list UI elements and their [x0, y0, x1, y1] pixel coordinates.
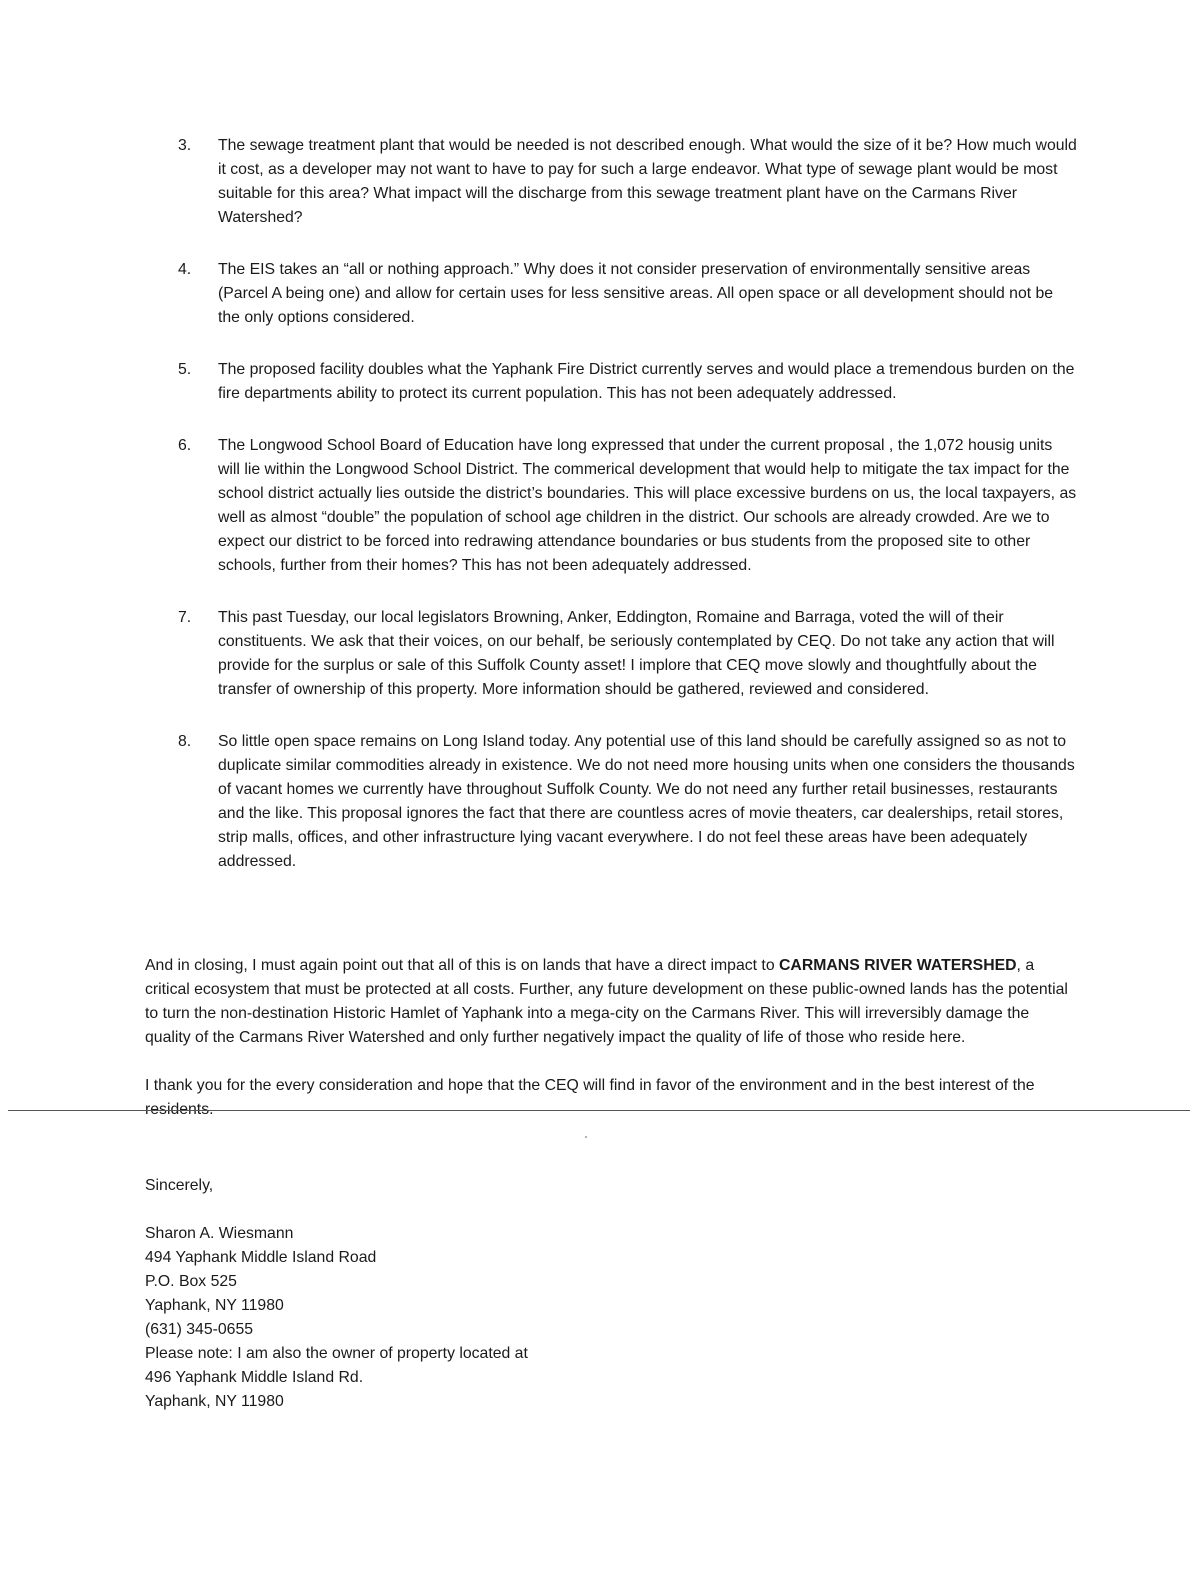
comment-item	[178, 434, 1078, 578]
closing-text-end: , a critical ecosystem that must be protected at all costs. Further, any future development on these public-owned lands has the potential to turn the non-destination Historic Hamlet of Yaphank into a mega-city on the Carmans River. This will irreversibly damage the quality of the Carmans River Watershed and only further negatively impact the quality of life of those who reside here.	[145, 957, 1068, 1046]
item-text: The proposed facility doubles what the Yaphank Fire District currently serves and would place a tremendous burden on the fire departments ability to protect its current population. This has not been adequately addressed.	[218, 361, 1075, 402]
note-city: Yaphank, NY 11980	[145, 1393, 284, 1410]
note-line: Please note: I am also the owner of property located at	[145, 1345, 528, 1362]
thanks-paragraph: I thank you for the every consideration and hope that the CEQ will find in favor of the environment and in the best interest of the residents.	[145, 1077, 1035, 1118]
item-text: The sewage treatment plant that would be needed is not described enough. What would the size of it be? How much would it cost, as a developer may not want to have to pay for such a large endeavor. What type of sewage plant would be most suitable for this area? What impact will the discharge from this sewage treatment plant have on the Carmans River Watershed?	[218, 137, 1077, 226]
item-number: 4.	[178, 261, 192, 278]
watershed-emphasis: CARMANS RIVER WATERSHED	[779, 957, 1017, 974]
sender-street: 494 Yaphank Middle Island Road	[145, 1249, 377, 1266]
sender-city: Yaphank, NY 11980	[145, 1297, 284, 1314]
item-text: The EIS takes an “all or nothing approach.” Why does it not consider preservation of environmentally sensitive areas (Parcel A being one) and allow for certain uses for less sensitive areas. All open space or all development should not be the only options considered.	[218, 261, 1054, 326]
sender-po-box: P.O. Box 525	[145, 1273, 237, 1290]
sender-address-block	[145, 1222, 376, 1342]
item-text: The Longwood School Board of Education have long expressed that under the current proposal , the 1,072 housig units will lie within the Longwood School District. The commerical development that would help to mitigate the tax impact for the school district actually lies outside the district’s boundaries. This will place excessive burdens on us, the local taxpayers, as well as almost “double” the population of school age children in the district. Our schools are already crowded. Are we to expect our district to be forced into redrawing attendance boundaries or bus students from the proposed site to other schools, further from their homes? This has not been adequately addressed.	[218, 437, 1077, 574]
item-number: 5.	[178, 361, 192, 378]
comment-item	[178, 730, 1078, 874]
comment-item	[178, 358, 1078, 406]
item-text: So little open space remains on Long Island today. Any potential use of this land should be carefully assigned so as not to duplicate similar commodities already in existence. We do not need more housing units when one considers the thousands of vacant homes we currently have throughout Suffolk County. We do not need any further retail businesses, restaurants and the like. This proposal ignores the fact that there are countless acres of movie theaters, car dealerships, retail stores, strip malls, offices, and other infrastructure lying vacant everywhere. I do not feel these areas have been adequately addressed.	[218, 733, 1075, 870]
item-number: 6.	[178, 437, 192, 454]
closing-section	[145, 954, 1075, 1146]
footer-divider	[8, 1110, 1190, 1111]
property-note	[145, 1342, 528, 1414]
closing-text-start: And in closing, I must again point out that all of this is on lands that have a direct impact to	[145, 957, 779, 974]
sender-name: Sharon A. Wiesmann	[145, 1225, 294, 1242]
comment-list	[178, 134, 1078, 902]
item-text: This past Tuesday, our local legislators Browning, Anker, Eddington, Romaine and Barraga, voted the will of their constituents. We ask that their voices, on our behalf, be seriously contemplated by CEQ. Do not take any action that will provide for the surplus or sale of this Suffolk County asset! I implore that CEQ move slowly and thoughtfully about the transfer of ownership of this property. More information should be gathered, reviewed and considered.	[218, 609, 1055, 698]
comment-item	[178, 258, 1078, 330]
item-number: 7.	[178, 609, 192, 626]
scan-speck	[585, 1136, 587, 1138]
signoff: Sincerely,	[145, 1177, 214, 1194]
note-address: 496 Yaphank Middle Island Rd.	[145, 1369, 364, 1386]
item-number: 8.	[178, 733, 192, 750]
comment-item	[178, 606, 1078, 702]
comment-item	[178, 134, 1078, 230]
closing-paragraph	[145, 954, 1075, 1050]
sender-phone: (631) 345-0655	[145, 1321, 254, 1338]
item-number: 3.	[178, 137, 192, 154]
